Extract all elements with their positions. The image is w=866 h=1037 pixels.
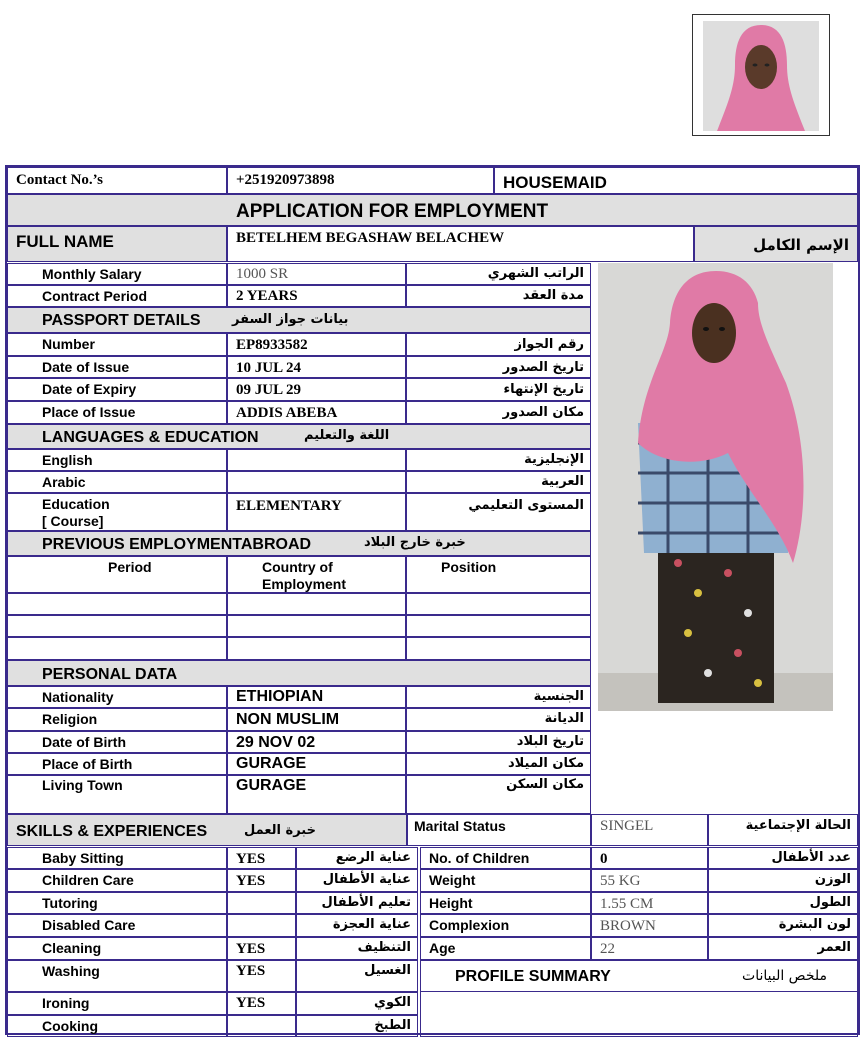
profile-summary-header bbox=[420, 960, 858, 992]
complexion-value-cell bbox=[591, 914, 708, 937]
languages-section-title: LANGUAGES & EDUCATION bbox=[42, 429, 259, 446]
languages-section-ar: اللغة والتعليم bbox=[304, 428, 390, 443]
age-label-cell bbox=[420, 937, 591, 960]
weight-ar-cell bbox=[708, 869, 858, 892]
employment-row bbox=[227, 593, 406, 615]
salary-value: 1000 SR bbox=[236, 266, 289, 282]
town-ar: مكان السكن bbox=[506, 777, 584, 792]
skill-cleaning-ar: التنظيف bbox=[357, 940, 411, 955]
employment-col-country-cell bbox=[227, 556, 406, 593]
height-ar: الطول bbox=[809, 895, 851, 910]
skill-baby-sitting-label: Baby Sitting bbox=[42, 850, 124, 866]
issue-place-ar: مكان الصدور bbox=[502, 405, 584, 420]
passport-section-header bbox=[7, 307, 591, 333]
weight-ar: الوزن bbox=[814, 872, 851, 887]
marital-value-cell bbox=[591, 814, 708, 846]
pob-ar-cell bbox=[406, 753, 591, 775]
full-name-value-cell bbox=[227, 226, 694, 262]
full-name-label: FULL NAME bbox=[16, 232, 114, 251]
religion-ar: الديانة bbox=[544, 711, 584, 726]
skill-row-label-cell bbox=[7, 892, 227, 914]
skill-ironing-label: Ironing bbox=[42, 995, 90, 1011]
full-name-value: BETELHEM BEGASHAW BELACHEW bbox=[236, 230, 505, 246]
contract-label-cell bbox=[7, 285, 227, 307]
weight-value-cell bbox=[591, 869, 708, 892]
arabic-label-cell bbox=[7, 471, 227, 493]
age-value-cell bbox=[591, 937, 708, 960]
height-ar-cell bbox=[708, 892, 858, 914]
contact-value-cell bbox=[227, 167, 494, 194]
english-ar-cell bbox=[406, 449, 591, 471]
skill-row-label-cell bbox=[7, 992, 227, 1015]
expiry-date-ar: تاريخ الإنتهاء bbox=[503, 382, 584, 397]
expiry-date-label: Date of Expiry bbox=[42, 381, 137, 397]
employment-row bbox=[406, 593, 591, 615]
dob-label: Date of Birth bbox=[42, 734, 126, 750]
pob-value-cell bbox=[227, 753, 406, 775]
skill-disabled-care-label: Disabled Care bbox=[42, 917, 136, 933]
full-body-photo bbox=[598, 263, 833, 711]
skill-row-ar-cell bbox=[296, 992, 418, 1015]
position-title: HOUSEMAID bbox=[503, 173, 607, 192]
skill-tutoring-label: Tutoring bbox=[42, 895, 98, 911]
skill-baby-sitting-value: YES bbox=[236, 851, 266, 867]
skill-baby-sitting-ar: عناية الرضع bbox=[335, 850, 411, 865]
skill-row-label-cell bbox=[7, 1015, 227, 1037]
education-sublabel: [ Course] bbox=[42, 513, 104, 529]
contact-label: Contact No.’s bbox=[16, 172, 103, 188]
issue-date-ar-cell bbox=[406, 356, 591, 378]
passport-photo bbox=[692, 14, 830, 136]
english-label-cell bbox=[7, 449, 227, 471]
complexion-label-cell bbox=[420, 914, 591, 937]
town-value: GURAGE bbox=[236, 777, 307, 794]
skill-row-ar-cell bbox=[296, 914, 418, 937]
age-value: 22 bbox=[600, 941, 615, 957]
issue-date-label-cell bbox=[7, 356, 227, 378]
employment-section-header bbox=[7, 531, 591, 556]
marital-ar-cell bbox=[708, 814, 858, 846]
skill-row-value-cell bbox=[227, 992, 296, 1015]
children-count-value-cell bbox=[591, 847, 708, 869]
height-label: Height bbox=[429, 895, 473, 911]
height-label-cell bbox=[420, 892, 591, 914]
passport-section-ar: بيانات جواز السفر bbox=[232, 312, 349, 327]
nationality-value-cell bbox=[227, 686, 406, 708]
passport-number-ar: رقم الجواز bbox=[514, 337, 584, 352]
employment-col-position-cell bbox=[406, 556, 591, 593]
height-value-cell bbox=[591, 892, 708, 914]
photo-spacer bbox=[592, 714, 858, 814]
religion-value-cell bbox=[227, 708, 406, 731]
profile-summary-title: PROFILE SUMMARY bbox=[455, 968, 611, 985]
dob-label-cell bbox=[7, 731, 227, 753]
form-title: APPLICATION FOR EMPLOYMENT bbox=[236, 201, 549, 222]
marital-label-cell bbox=[407, 814, 591, 846]
employment-row bbox=[406, 637, 591, 660]
expiry-date-value-cell bbox=[227, 378, 406, 401]
issue-place-label-cell bbox=[7, 401, 227, 424]
children-count-value: 0 bbox=[600, 851, 608, 867]
arabic-ar: العربية bbox=[541, 474, 584, 489]
education-value-cell bbox=[227, 493, 406, 531]
form-title-bar bbox=[7, 194, 858, 226]
employment-section-title: PREVIOUS EMPLOYMENTABROAD bbox=[42, 536, 312, 553]
town-label-cell bbox=[7, 775, 227, 814]
contact-label-cell bbox=[7, 167, 227, 194]
salary-label: Monthly Salary bbox=[42, 266, 142, 282]
full-name-ar-cell bbox=[694, 226, 858, 262]
pob-ar: مكان الميلاد bbox=[507, 756, 584, 771]
weight-label-cell bbox=[420, 869, 591, 892]
religion-label: Religion bbox=[42, 711, 98, 727]
skills-section-title: SKILLS & EXPERIENCES bbox=[16, 823, 208, 840]
town-label: Living Town bbox=[42, 777, 123, 793]
salary-ar-cell bbox=[406, 263, 591, 285]
dob-value: 29 NOV 02 bbox=[236, 734, 316, 751]
full-name-label-cell bbox=[7, 226, 227, 262]
arabic-value-cell bbox=[227, 471, 406, 493]
skill-disabled-care-ar: عناية العجزة bbox=[332, 917, 411, 932]
education-ar-cell bbox=[406, 493, 591, 531]
marital-value: SINGEL bbox=[600, 818, 654, 834]
skill-row-label-cell bbox=[7, 960, 227, 992]
employment-row bbox=[7, 637, 227, 660]
personal-section-title: PERSONAL DATA bbox=[42, 666, 178, 683]
nationality-ar: الجنسية bbox=[533, 689, 584, 704]
pob-label-cell bbox=[7, 753, 227, 775]
passport-number-value: EP8933582 bbox=[236, 337, 308, 353]
expiry-date-ar-cell bbox=[406, 378, 591, 401]
education-label-cell bbox=[7, 493, 227, 531]
height-value: 1.55 CM bbox=[600, 896, 654, 912]
expiry-date-label-cell bbox=[7, 378, 227, 401]
dob-value-cell bbox=[227, 731, 406, 753]
skill-cooking-ar: الطبخ bbox=[374, 1018, 411, 1033]
english-label: English bbox=[42, 452, 93, 468]
skill-row-value-cell bbox=[227, 960, 296, 992]
skill-washing-ar: الغسيل bbox=[364, 963, 411, 978]
issue-place-value-cell bbox=[227, 401, 406, 424]
issue-date-value-cell bbox=[227, 356, 406, 378]
marital-ar: الحالة الإجتماعية bbox=[745, 818, 851, 833]
skill-cleaning-value: YES bbox=[236, 941, 266, 957]
skill-children-care-label: Children Care bbox=[42, 872, 134, 888]
english-ar: الإنجليزية bbox=[524, 452, 584, 467]
employment-col-position: Position bbox=[441, 559, 497, 575]
full-name-ar: الإسم الكامل bbox=[753, 236, 849, 254]
skill-row-label-cell bbox=[7, 937, 227, 960]
contract-value: 2 YEARS bbox=[236, 288, 298, 304]
employment-col-period: Period bbox=[108, 559, 152, 575]
town-ar-cell bbox=[406, 775, 591, 814]
dob-ar: تاريخ البلاد bbox=[516, 734, 584, 749]
contract-label: Contract Period bbox=[42, 288, 148, 304]
religion-ar-cell bbox=[406, 708, 591, 731]
religion-value: NON MUSLIM bbox=[236, 711, 340, 728]
skill-row-value-cell bbox=[227, 937, 296, 960]
skill-row-value-cell bbox=[227, 869, 296, 892]
arabic-ar-cell bbox=[406, 471, 591, 493]
skill-washing-value: YES bbox=[236, 963, 266, 979]
english-value-cell bbox=[227, 449, 406, 471]
passport-number-ar-cell bbox=[406, 333, 591, 356]
children-count-label: No. of Children bbox=[429, 850, 530, 866]
employment-row bbox=[7, 593, 227, 615]
complexion-label: Complexion bbox=[429, 917, 510, 933]
nationality-label-cell bbox=[7, 686, 227, 708]
issue-place-value: ADDIS ABEBA bbox=[236, 405, 338, 421]
passport-number-value-cell bbox=[227, 333, 406, 356]
age-ar-cell bbox=[708, 937, 858, 960]
skill-ironing-value: YES bbox=[236, 995, 266, 1011]
complexion-ar-cell bbox=[708, 914, 858, 937]
salary-label-cell bbox=[7, 263, 227, 285]
employment-col-period-cell bbox=[7, 556, 227, 593]
contact-value: +251920973898 bbox=[236, 172, 335, 188]
education-ar: المستوى التعليمي bbox=[468, 498, 584, 513]
employment-section-ar: خبرة خارج البلاد bbox=[364, 535, 466, 550]
dob-ar-cell bbox=[406, 731, 591, 753]
skill-row-ar-cell bbox=[296, 869, 418, 892]
issue-date-ar: تاريخ الصدور bbox=[502, 360, 584, 375]
arabic-label: Arabic bbox=[42, 474, 86, 490]
languages-section-header bbox=[7, 424, 591, 449]
pob-label: Place of Birth bbox=[42, 756, 133, 772]
weight-value: 55 KG bbox=[600, 873, 641, 889]
skills-section-ar: خبرة العمل bbox=[244, 823, 316, 838]
contract-ar: مدة العقد bbox=[522, 288, 584, 303]
pob-value: GURAGE bbox=[236, 755, 307, 772]
position-cell bbox=[494, 167, 858, 194]
skill-row-label-cell bbox=[7, 869, 227, 892]
issue-date-label: Date of Issue bbox=[42, 359, 130, 375]
skill-row-ar-cell bbox=[296, 892, 418, 914]
profile-summary-ar: ملخص البيانات bbox=[742, 968, 827, 984]
skill-row-ar-cell bbox=[296, 847, 418, 869]
skills-section-header bbox=[7, 814, 407, 846]
skill-row-label-cell bbox=[7, 914, 227, 937]
town-value-cell bbox=[227, 775, 406, 814]
nationality-label: Nationality bbox=[42, 689, 114, 705]
skill-row-ar-cell bbox=[296, 1015, 418, 1037]
employment-row bbox=[406, 615, 591, 637]
age-ar: العمر bbox=[817, 940, 851, 955]
contract-ar-cell bbox=[406, 285, 591, 307]
employment-row bbox=[227, 615, 406, 637]
skill-cooking-label: Cooking bbox=[42, 1018, 98, 1034]
skill-row-value-cell bbox=[227, 892, 296, 914]
skill-children-care-value: YES bbox=[236, 873, 266, 889]
education-value: ELEMENTARY bbox=[236, 498, 342, 514]
complexion-value: BROWN bbox=[600, 918, 656, 934]
skill-row-value-cell bbox=[227, 847, 296, 869]
skill-row-value-cell bbox=[227, 914, 296, 937]
weight-label: Weight bbox=[429, 872, 476, 888]
expiry-date-value: 09 JUL 29 bbox=[236, 382, 302, 398]
employment-col-country: Country of bbox=[262, 559, 333, 575]
religion-label-cell bbox=[7, 708, 227, 731]
children-count-ar: عدد الأطفال bbox=[771, 850, 851, 865]
salary-value-cell bbox=[227, 263, 406, 285]
skill-row-value-cell bbox=[227, 1015, 296, 1037]
employment-col-country-2: Employment bbox=[262, 576, 347, 592]
personal-section-header bbox=[7, 660, 591, 686]
age-label: Age bbox=[429, 940, 456, 956]
issue-place-ar-cell bbox=[406, 401, 591, 424]
skill-row-label-cell bbox=[7, 847, 227, 869]
marital-label: Marital Status bbox=[414, 818, 506, 834]
skill-row-ar-cell bbox=[296, 960, 418, 992]
skill-ironing-ar: الكوي bbox=[374, 995, 411, 1010]
complexion-ar: لون البشرة bbox=[778, 917, 851, 932]
employment-row bbox=[7, 615, 227, 637]
issue-date-value: 10 JUL 24 bbox=[236, 360, 302, 376]
skill-row-ar-cell bbox=[296, 937, 418, 960]
passport-number-label: Number bbox=[42, 336, 95, 352]
children-count-ar-cell bbox=[708, 847, 858, 869]
skill-washing-label: Washing bbox=[42, 963, 100, 979]
education-label: Education bbox=[42, 496, 110, 512]
nationality-value: ETHIOPIAN bbox=[236, 688, 324, 705]
skill-cleaning-label: Cleaning bbox=[42, 940, 102, 956]
passport-number-label-cell bbox=[7, 333, 227, 356]
employment-row bbox=[227, 637, 406, 660]
children-count-label-cell bbox=[420, 847, 591, 869]
skill-children-care-ar: عناية الأطفال bbox=[322, 872, 411, 887]
nationality-ar-cell bbox=[406, 686, 591, 708]
skill-tutoring-ar: تعليم الأطفال bbox=[321, 895, 411, 910]
issue-place-label: Place of Issue bbox=[42, 404, 136, 420]
salary-ar: الراتب الشهري bbox=[487, 266, 584, 281]
passport-section-title: PASSPORT DETAILS bbox=[42, 312, 201, 329]
profile-summary-body bbox=[420, 992, 858, 1037]
contract-value-cell bbox=[227, 285, 406, 307]
